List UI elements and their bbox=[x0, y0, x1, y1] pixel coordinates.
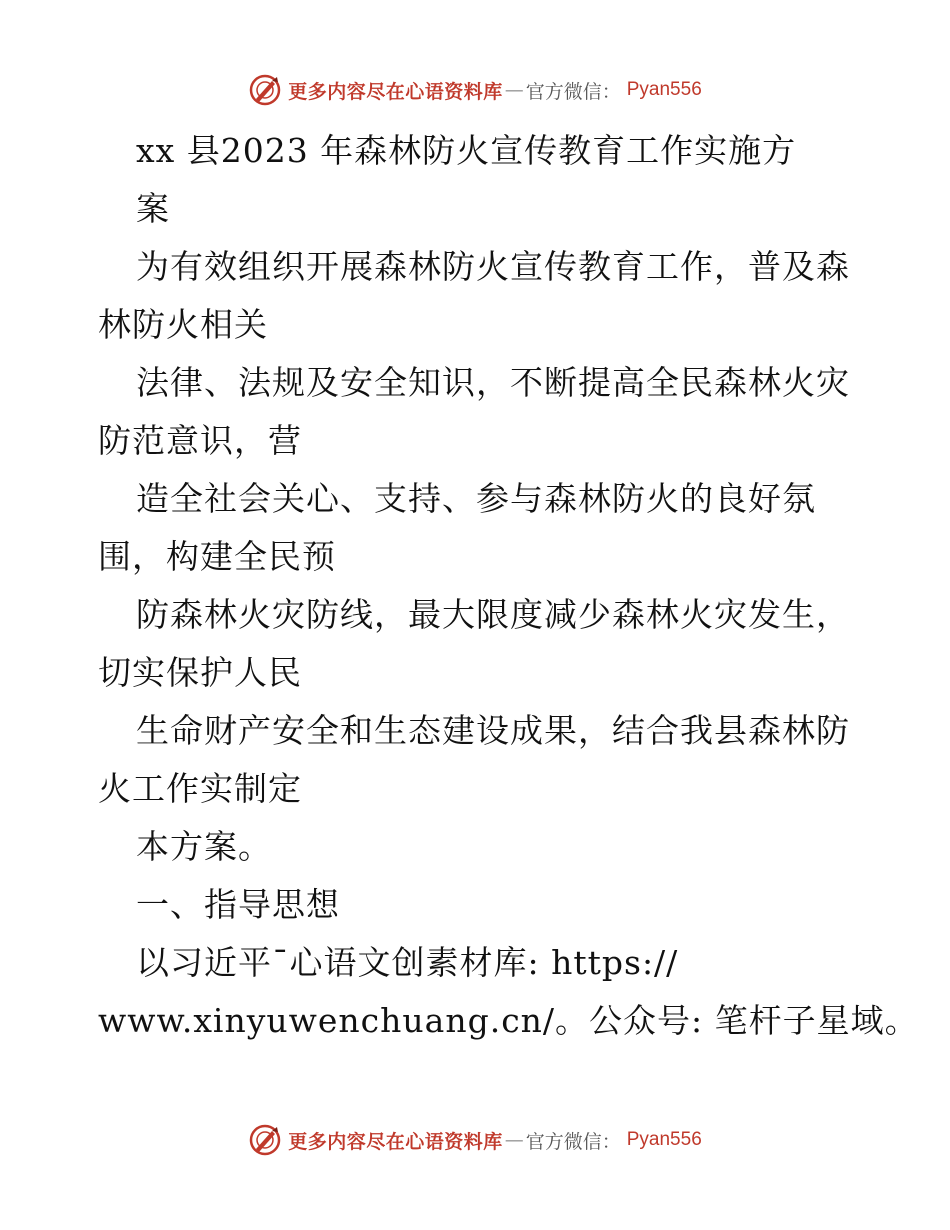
banner-wechat-id: Pyan556 bbox=[626, 79, 702, 100]
doc-paragraph-line: 为有效组织开展森林防火宣传教育工作，普及森 bbox=[136, 247, 850, 286]
doc-paragraph-line: 法律、法规及安全知识，不断提高全民森林火灾 bbox=[136, 363, 850, 402]
brand-logo-icon bbox=[248, 1123, 282, 1157]
banner-wechat-id: Pyan556 bbox=[626, 1129, 702, 1150]
doc-paragraph-line: 围，构建全民预 bbox=[98, 537, 336, 576]
banner-official-label: 官方微信： bbox=[525, 80, 621, 103]
doc-paragraph-line: 本方案。 bbox=[136, 827, 272, 866]
doc-paragraph-line: www.xinyuwenchuang.cn/。公众号: 笔杆子星域。 bbox=[98, 1001, 919, 1040]
footer-banner bbox=[0, 1120, 950, 1160]
section-heading: 一、指导思想 bbox=[136, 885, 340, 924]
doc-paragraph-line: 火工作实制定 bbox=[98, 769, 302, 808]
doc-paragraph-line: 防森林火灾防线，最大限度减少森林火灾发生， bbox=[136, 595, 850, 634]
header-banner bbox=[0, 70, 950, 110]
brand-logo-icon bbox=[248, 73, 282, 107]
doc-paragraph-line: 切实保护人民 bbox=[98, 653, 302, 692]
doc-paragraph-line: 防范意识，营 bbox=[98, 421, 302, 460]
doc-paragraph-line: 生命财产安全和生态建设成果，结合我县森林防 bbox=[136, 711, 850, 750]
banner-dash: — bbox=[504, 1129, 524, 1151]
document-body bbox=[98, 122, 919, 1050]
doc-title-line-1: xx 县2023 年森林防火宣传教育工作实施方 bbox=[136, 131, 797, 170]
doc-title-line-2: 案 bbox=[136, 189, 170, 228]
banner-dash: — bbox=[504, 79, 524, 101]
doc-paragraph-line: 以习近平¯心语文创素材库: https:// bbox=[136, 943, 679, 982]
banner-slogan: 更多内容尽在心语资料库 bbox=[288, 1130, 503, 1153]
banner-official-label: 官方微信： bbox=[525, 1130, 621, 1153]
doc-paragraph-line: 造全社会关心、支持、参与森林防火的良好氛 bbox=[136, 479, 816, 518]
doc-paragraph-line: 林防火相关 bbox=[98, 305, 268, 344]
banner-slogan: 更多内容尽在心语资料库 bbox=[288, 80, 503, 103]
